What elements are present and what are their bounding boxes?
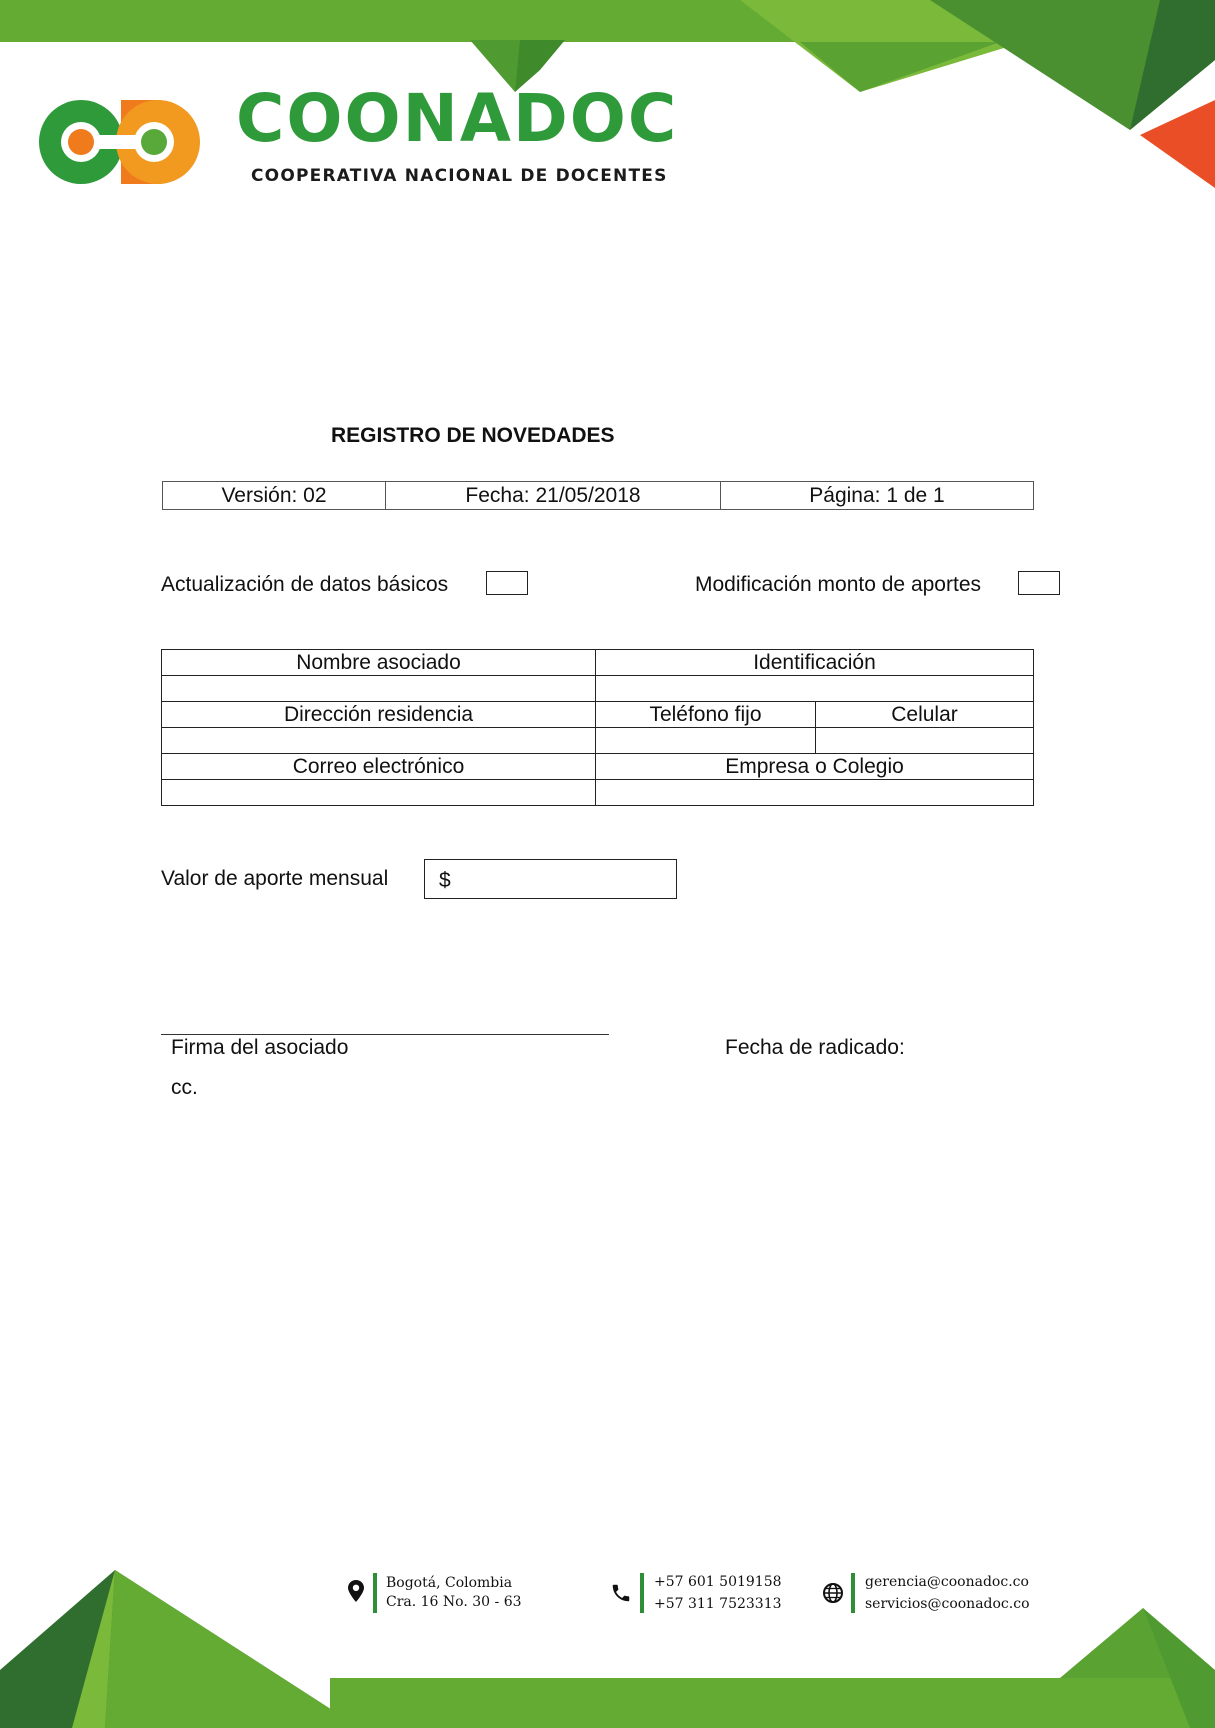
document-title: REGISTRO DE NOVEDADES xyxy=(331,424,615,447)
modify-contribution-checkbox[interactable] xyxy=(1018,571,1060,595)
id-field[interactable] xyxy=(596,676,1034,702)
monthly-contribution-label: Valor de aporte mensual xyxy=(161,867,389,890)
date-cell: Fecha: 21/05/2018 xyxy=(386,482,721,510)
modify-contribution-label: Modificación monto de aportes xyxy=(695,573,981,596)
associate-info-table xyxy=(161,649,1034,806)
company-field[interactable] xyxy=(596,780,1034,806)
monthly-contribution-field[interactable] xyxy=(424,859,677,899)
version-cell: Versión: 02 xyxy=(163,482,386,510)
mobile-field[interactable] xyxy=(816,728,1034,754)
footer-phone-1: +57 601 5019158 xyxy=(654,1574,782,1590)
footer-email-2[interactable]: servicios@coonadoc.co xyxy=(865,1596,1030,1612)
brand-name: COONADOC xyxy=(236,80,679,157)
email-header: Correo electrónico xyxy=(162,754,596,780)
update-basic-data-label: Actualización de datos básicos xyxy=(161,573,449,596)
id-header: Identificación xyxy=(596,650,1034,676)
page-cell: Página: 1 de 1 xyxy=(721,482,1034,510)
phone-header: Teléfono fijo xyxy=(596,702,816,728)
document-info-table xyxy=(162,481,1034,510)
footer-decoration xyxy=(0,1560,1215,1728)
signature-label: Firma del asociado xyxy=(171,1036,349,1059)
company-header: Empresa o Colegio xyxy=(596,754,1034,780)
signature-line xyxy=(161,1034,609,1035)
brand-subtitle: COOPERATIVA NACIONAL DE DOCENTES xyxy=(251,166,668,186)
phone-field[interactable] xyxy=(596,728,816,754)
footer-email-1[interactable]: gerencia@coonadoc.co xyxy=(865,1574,1029,1590)
cc-label: cc. xyxy=(171,1076,198,1099)
update-basic-data-checkbox[interactable] xyxy=(486,571,528,595)
name-header: Nombre asociado xyxy=(162,650,596,676)
filing-date-label: Fecha de radicado: xyxy=(725,1036,905,1059)
mobile-header: Celular xyxy=(816,702,1034,728)
address-field[interactable] xyxy=(162,728,596,754)
name-field[interactable] xyxy=(162,676,596,702)
currency-symbol: $ xyxy=(439,869,451,892)
address-header: Dirección residencia xyxy=(162,702,596,728)
footer-street: Cra. 16 No. 30 - 63 xyxy=(386,1594,522,1610)
logo-icon xyxy=(36,97,202,187)
footer-city: Bogotá, Colombia xyxy=(386,1575,513,1591)
footer-phone-2: +57 311 7523313 xyxy=(654,1596,782,1612)
email-field[interactable] xyxy=(162,780,596,806)
